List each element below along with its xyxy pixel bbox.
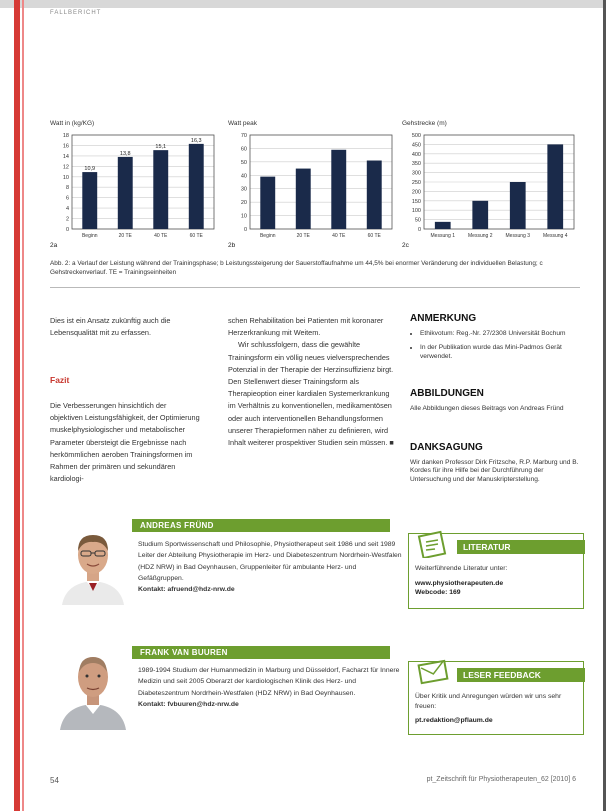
y-tick-label: 18 [62,133,69,139]
column-2-paragraph-1: schen Rehabilitation bei Patienten mit koronarer Herzerkrankung mit Weitem. [228,316,384,338]
y-tick-label: 50 [240,159,247,166]
chart-2c-svg [402,117,580,252]
y-tick-label: 150 [411,198,421,205]
y-tick-label: 6 [65,195,69,202]
panel-label: 2b [228,242,236,249]
figure-caption: Abb. 2: a Verlauf der Leistung während der Trainingsphase; b Leistungssteigerung der Sauerstoffaufnahme um 44,5% bei enormer Veränderung der individuellen Belastung; c Gehstreckenverlauf. TE = Trainingseinheiten [50,260,543,276]
chart-2a [50,117,220,252]
chart-2c [402,117,580,252]
feedback-email-link[interactable]: pt.redaktion@pflaum.de [415,717,493,724]
column-1-body [50,400,200,485]
y-tick-label: 0 [65,227,69,233]
y-tick-label: 400 [411,151,421,158]
abbildungen-heading: ABBILDUNGEN [410,388,484,399]
data-label: 16,3 [190,137,202,144]
y-tick-label: 500 [411,133,421,139]
y-tick-label: 60 [240,146,247,153]
chart-2b [228,117,398,252]
chart-title: Watt in (kg/KG) [50,120,95,127]
x-tick-label: 20 TE [118,233,132,239]
danksagung-heading: DANKSAGUNG [410,442,483,453]
x-tick-label: Messung 1 [430,233,455,239]
author-contact-email[interactable]: afruend@hdz-nrw.de [167,586,235,594]
y-tick-label: 0 [417,227,421,233]
x-tick-label: Messung 4 [543,233,568,239]
y-tick-label: 300 [411,170,421,177]
x-tick-label: Messung 2 [468,233,493,239]
chart-title: Gehstrecke (m) [402,120,447,127]
author-bio-text: Studium Sportwissenschaft und Philosophie, Physiotherapeut seit 1986 und seit 1989 Leiter der Abteilung Physiotherapie im Herz- und Diabeteszentrum Nordrhein-Westfalen (HDZ NRW) in Bad Oeynhausen, Gruppenleiter für ambulante Herz- und Gefäßgruppen. [138,541,402,582]
danksagung-text: Wir danken Professor Dirk Fritzsche, R.P. Marburg und B. Kordes für ihre Hilfe bei der Durchführung der Untersuchung und der Manuskripterstellung. [410,458,579,483]
abbildungen-text: Alle Abbildungen dieses Beitrags von Andreas Fründ [410,404,564,412]
y-tick-label: 70 [240,133,247,139]
y-tick-label: 10 [62,174,69,181]
bar [118,157,133,229]
x-tick-label: 60 TE [367,233,381,239]
bar [331,150,346,229]
left-color-band [14,0,20,811]
y-tick-label: 20 [240,200,247,207]
y-tick-label: 50 [414,217,421,224]
y-tick-label: 10 [240,213,247,220]
anmerkung-heading: ANMERKUNG [410,313,477,324]
literatur-heading: LITERATUR [457,540,585,554]
bar [435,222,451,229]
chart-2b-svg [228,117,398,252]
author-bio-text: 1989-1994 Studium der Humanmedizin in Marburg und Düsseldorf, Facharzt für Innere Medizin und seit 2005 Oberarzt der kardiologischen Klinik des Herz- und Diabeteszentrum Nordrhein-Westfalen (HDZ NRW) in Bad Oeynhausen. [138,667,400,697]
envelope-icon [417,656,451,686]
anmerkung-section [410,315,580,367]
anmerkung-item: • In der Publikation wurde das Mini-Padmos Gerät verwendet. [420,344,580,361]
y-tick-label: 16 [62,143,69,150]
bar [82,172,97,229]
left-color-band-thin [22,0,24,811]
chart-title: Watt peak [228,120,258,127]
literatur-url-link[interactable]: www.physiotherapeuten.de [415,579,504,587]
bar [547,144,563,229]
journal-footer: pt_Zeitschrift für Physiotherapeuten_62 [2010] 6 [426,776,576,783]
x-tick-label: 60 TE [189,233,203,239]
y-tick-label: 200 [411,189,421,196]
author-name-andreas-fruend: ANDREAS FRÜND [132,519,390,532]
bar [367,161,382,229]
fazit-heading: Fazit [50,375,70,385]
anmerkung-list [410,330,580,362]
bar [296,169,311,229]
author-bio-andreas-fruend [138,539,403,595]
author-contact-email[interactable]: fvbuuren@hdz-nrw.de [167,700,239,708]
bar [260,177,275,229]
page-number: 54 [50,776,59,785]
column-2 [228,315,396,449]
feedback-text: Über Kritik und Anregungen würden wir uns sehr freuen: [415,693,562,710]
anmerkung-item: • Ethikvotum: Reg.-Nr. 27/2308 Universität Bochum [420,330,580,339]
y-tick-label: 250 [411,180,421,186]
data-label: 10,9 [84,166,96,173]
chart-2a-svg [50,117,220,252]
abbildungen-section [410,390,580,413]
x-tick-label: Beginn [259,233,276,239]
y-tick-label: 8 [65,185,69,192]
author-portrait-andreas-fruend [56,523,130,605]
contact-label: Kontakt: [138,586,166,594]
y-tick-label: 450 [411,142,421,149]
x-tick-label: 40 TE [332,233,346,239]
x-tick-label: Messung 3 [505,233,530,239]
column-1-intro [50,315,200,339]
section-tag: FALLBERICHT [50,10,102,16]
bar [153,150,168,229]
contact-label: Kontakt: [138,700,166,708]
bar [189,144,204,229]
literatur-body [415,564,580,598]
y-tick-label: 0 [243,227,247,233]
top-edge [0,0,606,8]
author-bio-frank-van-buuren [138,665,403,710]
column-2-paragraph-2: Wir schlussfolgern, dass die gewählte Trainingsform ein völlig neues vielversprechendes Potenzial in der Therapie der Herzinsuffizienz birgt. Den Stellenwert dieser Trainingsform als Therapieoption einer kardialen Systemerkrankung im Verhältnis zu konventionellen, medikamentösen oder auch interventionellen Behandlungsformen unserer Therapieformen näher zu definieren, wird Inhalt weiterer prospektiver Studien sein müssen. ■ [228,340,394,448]
y-tick-label: 30 [240,186,247,193]
author-portrait-frank-van-buuren [56,648,130,730]
author-name-frank-van-buuren: FRANK VAN BUUREN [132,646,390,659]
y-tick-label: 12 [62,164,69,171]
y-tick-label: 2 [65,216,69,223]
data-label: 15,1 [155,144,167,151]
feedback-body [415,692,580,726]
intro-paragraph: Dies ist ein Ansatz zukünftig auch die Lebensqualität mit zu erfassen. [50,316,171,338]
bar [510,182,526,229]
literatur-text: Weiterführende Literatur unter: [415,565,508,572]
panel-label: 2a [50,242,58,249]
fazit-paragraph: Die Verbesserungen hinsichtlich der objektiven Leistungsfähigkeit, der Optimierung muskelphysiologischer und metabolischer Parameter übersteigt die Ergebnisse nach herkömmlichen aeroben Trainingsformen im Rahmen der primären und sekundären kardiologi- [50,401,200,484]
literatur-box [408,533,584,609]
panel-label: 2c [402,242,409,249]
y-tick-label: 350 [411,161,421,168]
x-tick-label: 20 TE [296,233,310,239]
literature-icon [417,528,451,558]
y-tick-label: 40 [240,173,247,180]
divider [50,287,580,288]
bar [472,201,488,229]
y-tick-label: 4 [65,206,69,213]
y-tick-label: 100 [411,208,421,215]
literatur-webcode: Webcode: 169 [415,589,461,596]
y-tick-label: 14 [62,153,69,160]
data-label: 13,8 [119,150,131,157]
feedback-heading: LESER FEEDBACK [457,668,585,682]
danksagung-section [410,444,580,484]
x-tick-label: 40 TE [154,233,168,239]
x-tick-label: Beginn [81,233,98,239]
feedback-box [408,661,584,735]
